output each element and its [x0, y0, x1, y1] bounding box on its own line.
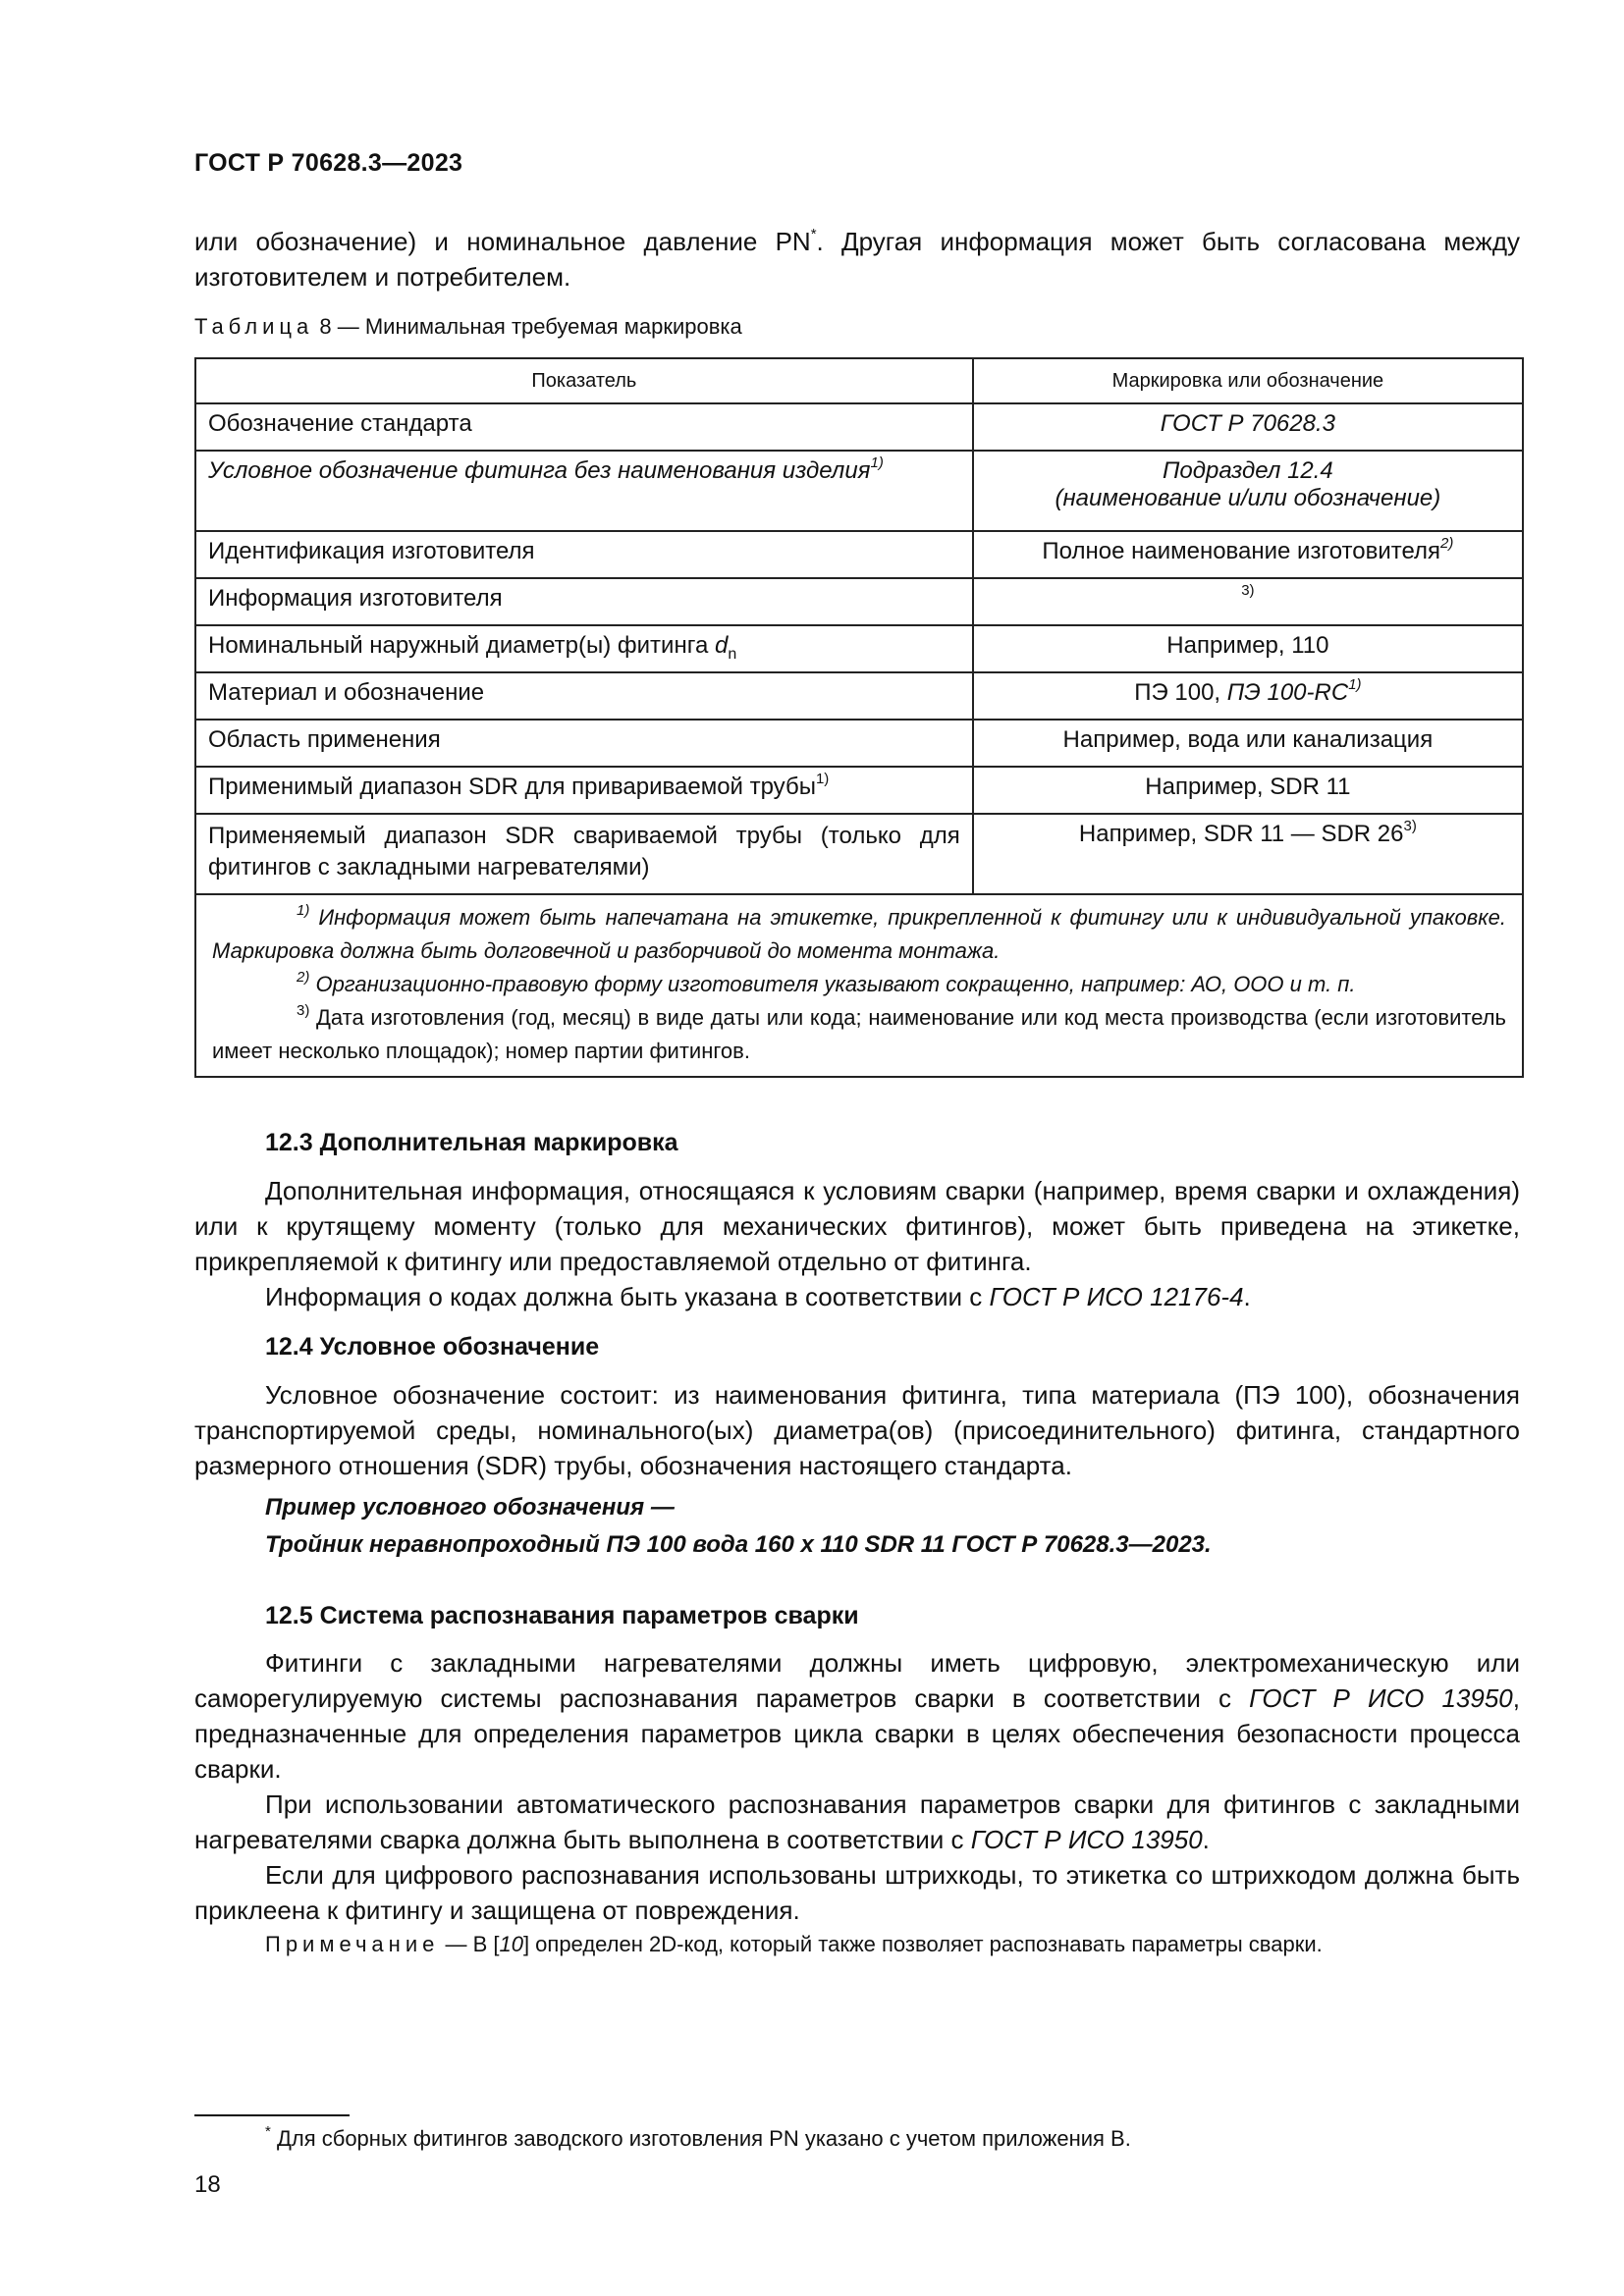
table-footnote — [212, 901, 1506, 968]
paragraph-text: . — [1243, 1282, 1251, 1311]
table-row — [195, 720, 1523, 767]
footnote-text: Для сборных фитингов заводского изготовления PN указано с учетом приложения В. — [270, 2126, 1131, 2151]
table-cell — [195, 625, 973, 672]
table-cell: Обозначение стандарта — [195, 403, 973, 451]
section-12-4-paragraph: Условное обозначение состоит: из наименования фитинга, типа материала (ПЭ 100), обозначения транспортируемой среды, номинального(ых) диаметра(ов) (присоединительного) фитинга, стандартного размерного отношения (SDR) трубы, обозначения настоящего стандарта. — [194, 1380, 1520, 1480]
footnote-ref: 1) — [1348, 676, 1362, 693]
page-number: 18 — [194, 2171, 221, 2198]
section-12-4-title: 12.4 Условное обозначение — [265, 1333, 600, 1361]
note-label: Примечание — [265, 1932, 440, 1956]
table-caption-title: 8 — Минимальная требуемая маркировка — [313, 314, 742, 339]
footnote-text: Информация может быть напечатана на этикетке, прикрепленной к фитингу или к индивидуальной упаковке. Маркировка должна быть долговечной и разборчивой до момента монтажа. — [212, 905, 1506, 963]
footnote-text: Дата изготовления (год, месяц) в виде даты или кода; наименование или код места производства (если изготовитель имеет несколько площадок); номер партии фитингов. — [212, 1005, 1506, 1063]
cell-text: Например, SDR 11 — SDR 26 — [1078, 821, 1404, 847]
section-12-3-paragraph: Дополнительная информация, относящаяся к условиям сварки (например, время сварки и охлаждения) или к крутящему моменту (только для механических фитингов), может быть приведена на этикетке, прикрепляемой к фитингу или предоставляемой отдельно от фитинга. — [194, 1176, 1520, 1276]
footnote-ref: 3) — [1241, 582, 1255, 599]
table-header-row — [195, 358, 1523, 403]
section-12-3-paragraph — [194, 1279, 1520, 1314]
intro-text-continued: . Другая информация может быть согласована между изготовителем и потребителем. — [194, 227, 1520, 292]
intro-paragraph — [194, 224, 1520, 294]
cell-text: ПЭ 100, — [1134, 679, 1227, 706]
footnote-mark: 1) — [297, 901, 310, 919]
intro-text: или обозначение) и номинальное давление PN — [194, 227, 811, 256]
table-row — [195, 767, 1523, 814]
footnote-mark: * — [265, 2122, 271, 2140]
footnote-ref: 2) — [1440, 535, 1454, 552]
table-cell: Идентификация изготовителя — [195, 531, 973, 578]
section-12-5-paragraph — [194, 1787, 1520, 1857]
table-header-marking: Маркировка или обозначение — [973, 358, 1523, 403]
bibliography-reference: 10 — [499, 1932, 523, 1956]
table-caption — [194, 314, 742, 340]
cell-text: Номинальный наружный диаметр(ы) фитинга — [208, 632, 715, 659]
cell-text: ПЭ 100-RC — [1226, 679, 1349, 706]
table-row — [195, 403, 1523, 451]
table-row — [195, 578, 1523, 625]
section-12-5-title: 12.5 Система распознавания параметров сварки — [265, 1602, 859, 1629]
table-row — [195, 814, 1523, 894]
table-row — [195, 531, 1523, 578]
table-cell — [973, 451, 1523, 531]
table-cell: Материал и обозначение — [195, 672, 973, 720]
footnote-text: Организационно-правовую форму изготовителя указывают сокращенно, например: АО, ООО и т. п. — [309, 972, 1356, 996]
example-label: Пример условного обозначения — — [265, 1494, 675, 1521]
footnote-marker: * — [810, 226, 817, 243]
paragraph-text: , предназначенные для определения параметров цикла сварки в целях обеспечения безопасности процесса сварки. — [194, 1683, 1520, 1784]
table-cell — [973, 578, 1523, 625]
note — [265, 1932, 1323, 1957]
cell-text: Условное обозначение фитинга без наименования изделия — [208, 457, 871, 484]
table-cell — [195, 767, 973, 814]
footnote-mark: 2) — [297, 968, 310, 986]
table-footnotes-row — [195, 894, 1523, 1077]
table-header-parameter: Показатель — [195, 358, 973, 403]
paragraph-text: При использовании автоматического распознавания параметров сварки для фитингов с закладными нагревателями сварка должна быть выполнена в соответствии с — [194, 1789, 1520, 1854]
standard-reference: ГОСТ Р ИСО 13950 — [970, 1825, 1203, 1854]
section-12-5-paragraph: Если для цифрового распознавания использованы штрихкоды, то этикетка со штрихкодом должна быть приклеена к фитингу и защищена от повреждения. — [194, 1860, 1520, 1925]
table-cell: Применяемый диапазон SDR свариваемой трубы (только для фитингов с закладными нагревателями) — [195, 814, 973, 894]
table-cell: Например, SDR 11 — [973, 767, 1523, 814]
table-cell: Информация изготовителя — [195, 578, 973, 625]
example-designation: Тройник неравнопроходный ПЭ 100 вода 160 х 110 SDR 11 ГОСТ Р 70628.3—2023. — [265, 1531, 1212, 1558]
subscript: n — [728, 645, 737, 663]
table-cell — [973, 531, 1523, 578]
section-12-5-paragraph — [194, 1645, 1520, 1787]
footnote-ref: 3) — [1403, 818, 1417, 834]
cell-text: Применимый диапазон SDR для привариваемой трубы — [208, 774, 816, 800]
table-cell — [973, 814, 1523, 894]
table-cell — [973, 672, 1523, 720]
table-footnote — [212, 968, 1506, 1001]
table-cell: Например, вода или канализация — [973, 720, 1523, 767]
document-header: ГОСТ Р 70628.3—2023 — [194, 149, 463, 177]
table-cell — [195, 451, 973, 531]
marking-table — [194, 357, 1524, 1078]
table-footnote — [212, 1001, 1506, 1068]
footnote-ref: 1) — [870, 454, 884, 471]
table-row — [195, 451, 1523, 531]
paragraph-text: Информация о кодах должна быть указана в соответствии с — [265, 1282, 990, 1311]
table-caption-label: Таблица — [194, 314, 314, 339]
paragraph-text: Фитинги с закладными нагревателями должны иметь цифровую, электромеханическую или саморегулируемую системы распознавания параметров сварки в соответствии с — [194, 1648, 1520, 1713]
footnote-separator — [194, 2114, 350, 2116]
table-row — [195, 625, 1523, 672]
paragraph-text: . — [1202, 1825, 1210, 1854]
section-12-3-title: 12.3 Дополнительная маркировка — [265, 1129, 678, 1156]
standard-reference: ГОСТ Р ИСО 13950 — [1249, 1683, 1513, 1713]
page-footnote — [265, 2122, 1131, 2152]
footnote-ref: 1) — [815, 771, 830, 787]
table-row — [195, 672, 1523, 720]
table-cell: Область применения — [195, 720, 973, 767]
table-cell: Например, 110 — [973, 625, 1523, 672]
cell-text: Подраздел 12.4 — [1162, 457, 1333, 484]
variable: d — [714, 632, 729, 659]
note-text: — В [ — [439, 1932, 500, 1956]
standard-reference: ГОСТ Р ИСО 12176-4 — [989, 1282, 1244, 1311]
note-text: ] определен 2D-код, который также позволяет распознавать параметры сварки. — [522, 1932, 1323, 1956]
table-cell: ГОСТ Р 70628.3 — [973, 403, 1523, 451]
cell-text: (наименование и/или обозначение) — [1055, 485, 1441, 511]
footnote-mark: 3) — [297, 1001, 310, 1019]
table-footnotes — [195, 894, 1523, 1077]
cell-text: Полное наименование изготовителя — [1042, 538, 1441, 564]
